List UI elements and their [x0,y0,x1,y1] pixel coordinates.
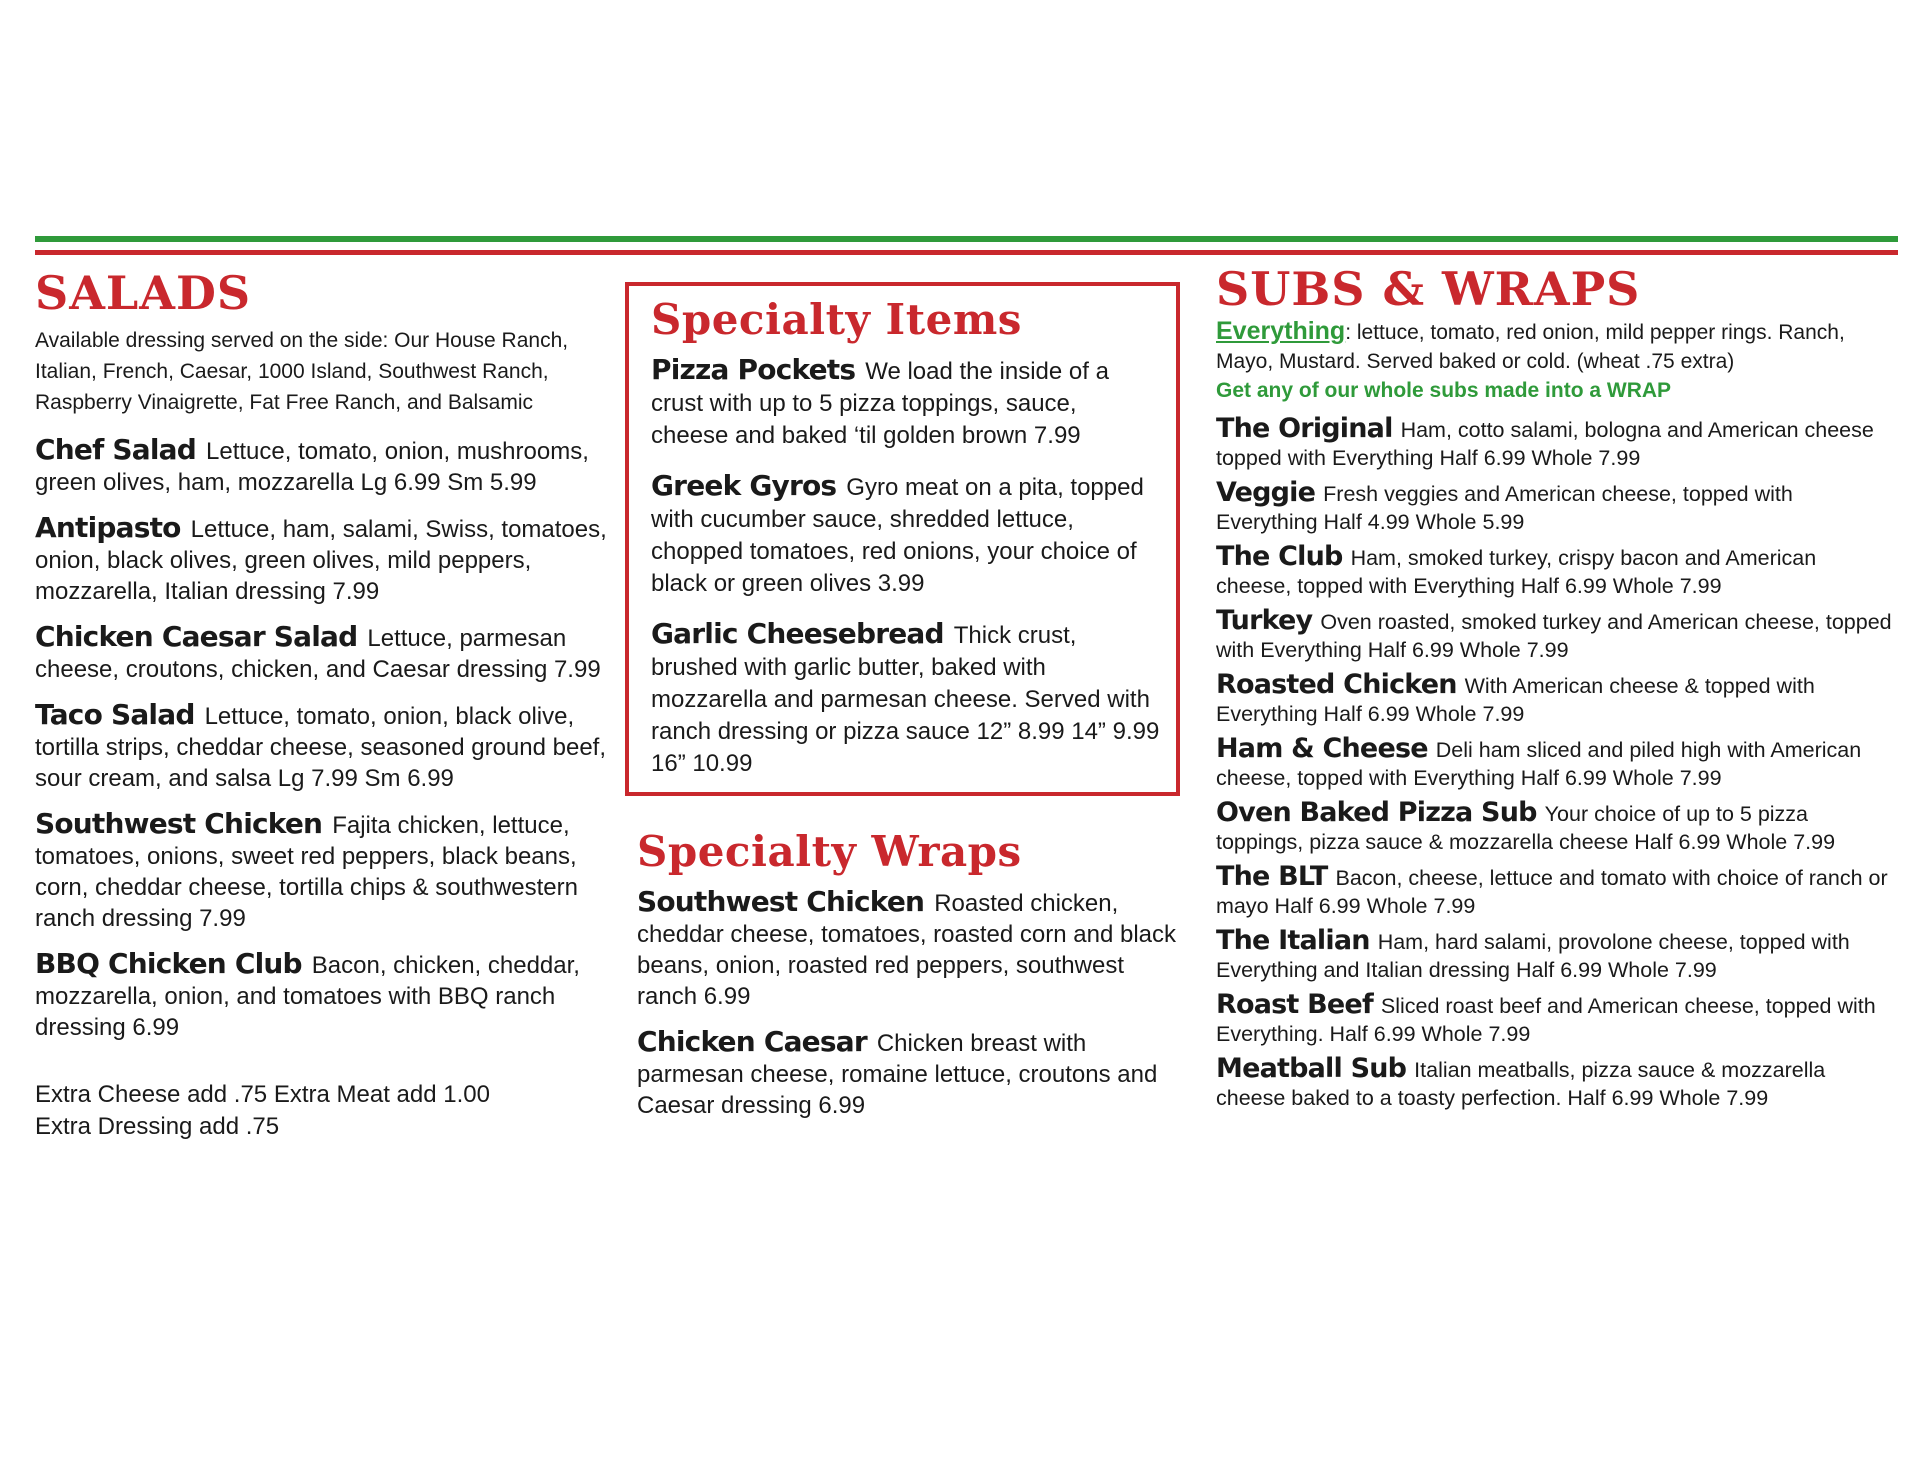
extras-line: Extra Cheese add .75 Extra Meat add 1.00 [35,1081,490,1109]
item-name: Southwest Chicken [637,885,925,919]
menu-item [35,699,610,794]
item-name: Chef Salad [35,433,196,467]
menu-item [35,621,610,685]
menu-item [35,512,610,607]
specialty-items-title: Specialty Items [651,295,1022,344]
menu-item [637,1026,1180,1121]
item-name: Taco Salad [35,698,195,732]
menu-item [1216,735,1896,792]
menu-item [1216,927,1896,984]
item-name: The Original [1216,413,1393,445]
item-desc: Ham, hard salami, provolone cheese, topped with Everything and Italian dressing Half 6.99 Whole 7.99 [1216,930,1850,983]
item-name: The BLT [1216,861,1328,893]
menu-item [1216,671,1896,728]
item-name: Antipasto [35,511,181,545]
item-desc: Ham, cotto salami, bologna and American cheese topped with Everything Half 6.99 Whole 7.99 [1216,418,1874,471]
specialty-items-box [625,282,1180,796]
menu-item [1216,479,1896,536]
item-desc: Gyro meat on a pita, topped with cucumber sauce, shredded lettuce, chopped tomatoes, red onions, your choice of black or green olives 3.99 [651,474,1144,598]
item-desc: Lettuce, parmesan cheese, croutons, chicken, and Caesar dressing 7.99 [35,625,601,684]
item-desc: Bacon, cheese, lettuce and tomato with choice of ranch or mayo Half 6.99 Whole 7.99 [1216,866,1888,919]
item-name: Roasted Chicken [1216,669,1457,701]
item-name: The Italian [1216,925,1370,957]
menu-item [35,948,610,1043]
item-name: BBQ Chicken Club [35,947,302,981]
item-desc: Fresh veggies and American cheese, topped with Everything Half 4.99 Whole 5.99 [1216,482,1793,535]
menu-item [35,808,610,934]
item-name: Chicken Caesar [637,1025,867,1059]
item-desc: Thick crust, brushed with garlic butter, baked with mozzarella and parmesan cheese. Served with ranch dressing or pizza sauce 12” 8.99 14” 9.99 16” 10.99 [651,622,1160,778]
everything-label: Everything [1216,317,1346,346]
item-desc: Lettuce, tomato, onion, mushrooms, green olives, ham, mozzarella Lg 6.99 Sm 5.99 [35,438,589,497]
salads-title: SALADS [35,266,252,320]
item-desc: Lettuce, ham, salami, Swiss, tomatoes, onion, black olives, green olives, mild peppers, mozzarella, Italian dressing 7.99 [35,516,607,606]
subs-title: SUBS & WRAPS [1216,262,1641,316]
item-name: Chicken Caesar Salad [35,620,358,654]
menu-item [1216,799,1896,856]
menu-item [1216,863,1896,920]
item-desc: Bacon, chicken, cheddar, mozzarella, onion, and tomatoes with BBQ ranch dressing 6.99 [35,952,580,1042]
extras-line: Extra Dressing add .75 [35,1113,280,1141]
item-name: Veggie [1216,477,1316,509]
menu-item [651,618,1160,780]
item-desc: Italian meatballs, pizza sauce & mozzarella cheese baked to a toasty perfection. Half 6.99 Whole 7.99 [1216,1058,1826,1111]
salads-column [35,262,610,1143]
everything-note [1216,317,1896,405]
item-desc: Sliced roast beef and American cheese, topped with Everything. Half 6.99 Whole 7.99 [1216,994,1876,1047]
item-desc: With American cheese & topped with Everything Half 6.99 Whole 7.99 [1216,674,1815,727]
menu-item [1216,607,1896,664]
item-name: Garlic Cheesebread [651,617,944,651]
item-name: The Club [1216,541,1343,573]
item-desc: Ham, smoked turkey, crispy bacon and American cheese, topped with Everything Half 6.99 Whole 7.99 [1216,546,1817,599]
item-name: Ham & Cheese [1216,733,1428,765]
item-name: Roast Beef [1216,989,1373,1021]
menu-item [1216,991,1896,1048]
item-name: Southwest Chicken [35,807,323,841]
menu-item [1216,415,1896,472]
extras [35,1079,610,1143]
red-stripe [35,250,1898,255]
item-desc: Fajita chicken, lettuce, tomatoes, onions, sweet red peppers, black beans, corn, cheddar cheese, tortilla chips & southwestern ranch dressing 7.99 [35,812,578,933]
specialty-wraps-title: Specialty Wraps [637,827,1022,877]
menu-item [637,886,1180,1012]
item-name: Oven Baked Pizza Sub [1216,797,1537,829]
green-stripe [35,236,1898,242]
item-name: Meatball Sub [1216,1053,1407,1085]
item-desc: Lettuce, tomato, onion, black olive, tortilla strips, cheddar cheese, seasoned ground beef, sour cream, and salsa Lg 7.99 Sm 6.99 [35,703,607,793]
everything-desc: : lettuce, tomato, red onion, mild pepper rings. Ranch, Mayo, Mustard. Served baked or cold. (wheat .75 extra) [1216,321,1845,374]
item-desc: Your choice of up to 5 pizza toppings, pizza sauce & mozzarella cheese Half 6.99 Whole 7.99 [1216,802,1836,855]
subs-column [1216,262,1896,1119]
menu-item [1216,1055,1896,1112]
specialty-column [625,262,1180,1135]
wrap-note: Get any of our whole subs made into a WRAP [1216,379,1672,403]
item-desc: Oven roasted, smoked turkey and American cheese, topped with Everything Half 6.99 Whole 7.99 [1216,610,1892,663]
menu-item [1216,543,1896,600]
item-desc: Chicken breast with parmesan cheese, romaine lettuce, croutons and Caesar dressing 6.99 [637,1030,1158,1120]
menu-item [651,470,1160,600]
specialty-wraps [625,827,1180,1121]
item-desc: Deli ham sliced and piled high with American cheese, topped with Everything Half 6.99 Whole 7.99 [1216,738,1862,791]
dressing-note: Available dressing served on the side: Our House Ranch, Italian, French, Caesar, 1000 Island, Southwest Ranch, Raspberry Vinaigrette, Fat Free Ranch, and Balsamic [35,329,569,415]
menu-item [651,354,1160,452]
item-name: Turkey [1216,605,1313,637]
item-name: Pizza Pockets [651,353,856,387]
menu-item [35,434,610,498]
item-name: Greek Gyros [651,469,837,503]
item-desc: We load the inside of a crust with up to 5 pizza toppings, sauce, cheese and baked ‘til golden brown 7.99 [651,358,1109,450]
item-desc: Roasted chicken, cheddar cheese, tomatoes, roasted corn and black beans, onion, roasted red peppers, southwest ranch 6.99 [637,890,1176,1011]
